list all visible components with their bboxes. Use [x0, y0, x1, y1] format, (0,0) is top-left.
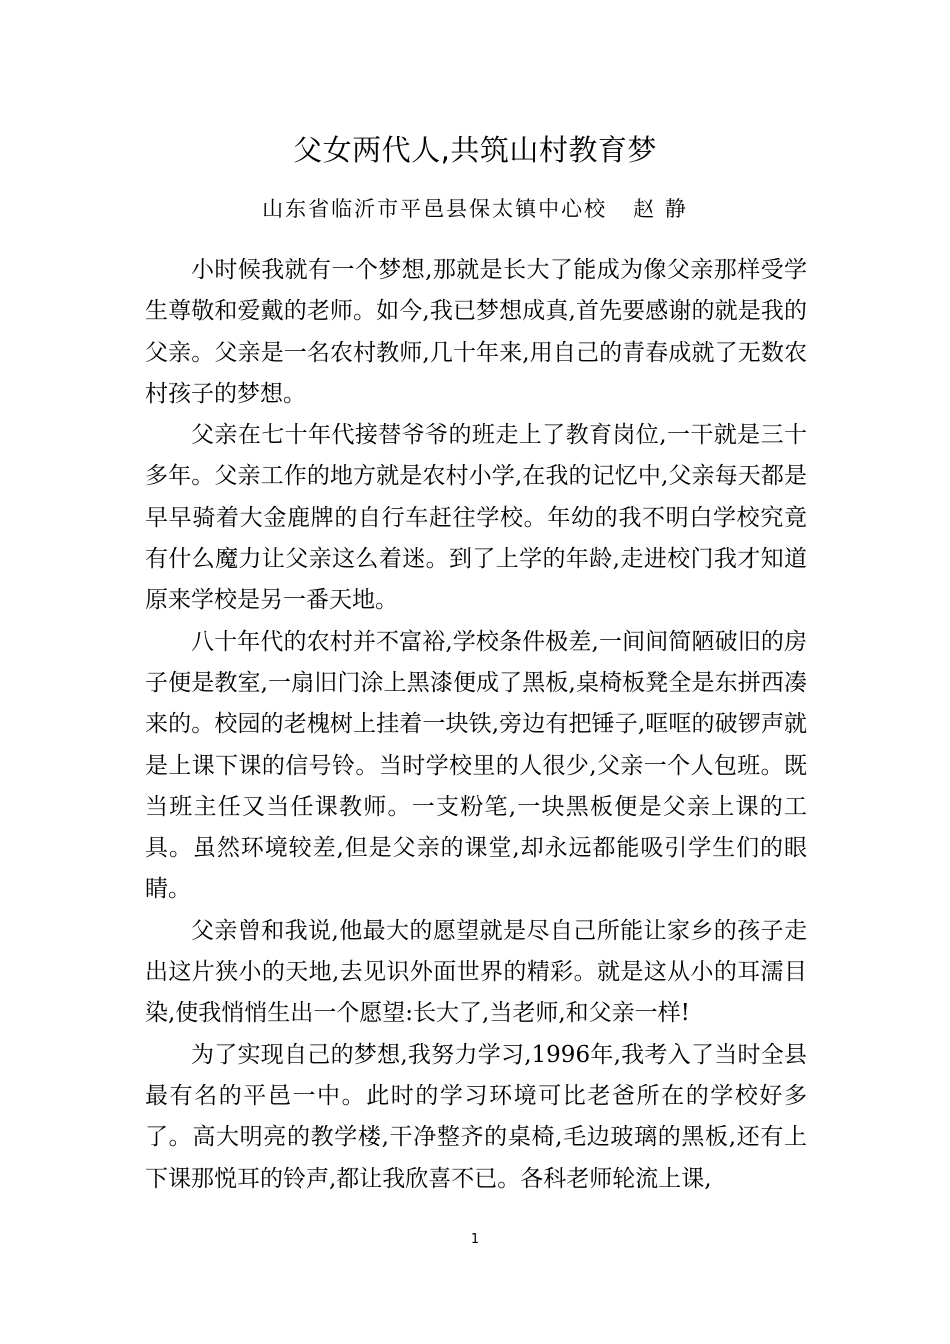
author-affiliation: 山东省临沂市平邑县保太镇中心校	[262, 197, 608, 221]
author-line	[0, 194, 950, 224]
article-body	[145, 250, 807, 1200]
paragraph: 八十年代的农村并不富裕,学校条件极差,一间间简陋破旧的房子便是教室,一扇旧门涂上黑漆便成了黑板,桌椅板凳全是东拼西凑来的。校园的老槐树上挂着一块铁,旁边有把锤子,哐哐的破锣声就是上课下课的信号铃。当时学校里的人很少,父亲一个人包班。既当班主任又当任课教师。一支粉笔,一块黑板便是父亲上课的工具。虽然环境较差,但是父亲的课堂,却永远都能吸引学生们的眼睛。	[145, 628, 807, 903]
document-title: 父女两代人,共筑山村教育梦	[293, 133, 657, 167]
paragraph: 父亲在七十年代接替爷爷的班走上了教育岗位,一干就是三十多年。父亲工作的地方就是农村小学,在我的记忆中,父亲每天都是早早骑着大金鹿牌的自行车赶往学校。年幼的我不明白学校究竟有什么魔力让父亲这么着迷。到了上学的年龄,走进校门我才知道原来学校是另一番天地。	[145, 422, 807, 614]
author-name: 赵 静	[633, 197, 688, 221]
paragraph: 为了实现自己的梦想,我努力学习,1996年,我考入了当时全县最有名的平邑一中。此时的学习环境可比老爸所在的学校好多了。高大明亮的教学楼,干净整齐的桌椅,毛边玻璃的黑板,还有上下课那悦耳的铃声,都让我欣喜不已。各科老师轮流上课,	[145, 1041, 807, 1192]
paragraph: 父亲曾和我说,他最大的愿望就是尽自己所能让家乡的孩子走出这片狭小的天地,去见识外面世界的精彩。就是这从小的耳濡目染,使我悄悄生出一个愿望:长大了,当老师,和父亲一样!	[145, 917, 807, 1027]
paragraph: 小时候我就有一个梦想,那就是长大了能成为像父亲那样受学生尊敬和爱戴的老师。如今,我已梦想成真,首先要感谢的就是我的父亲。父亲是一名农村教师,几十年来,用自己的青春成就了无数农村孩子的梦想。	[145, 257, 807, 407]
page-number: 1	[470, 1232, 480, 1247]
